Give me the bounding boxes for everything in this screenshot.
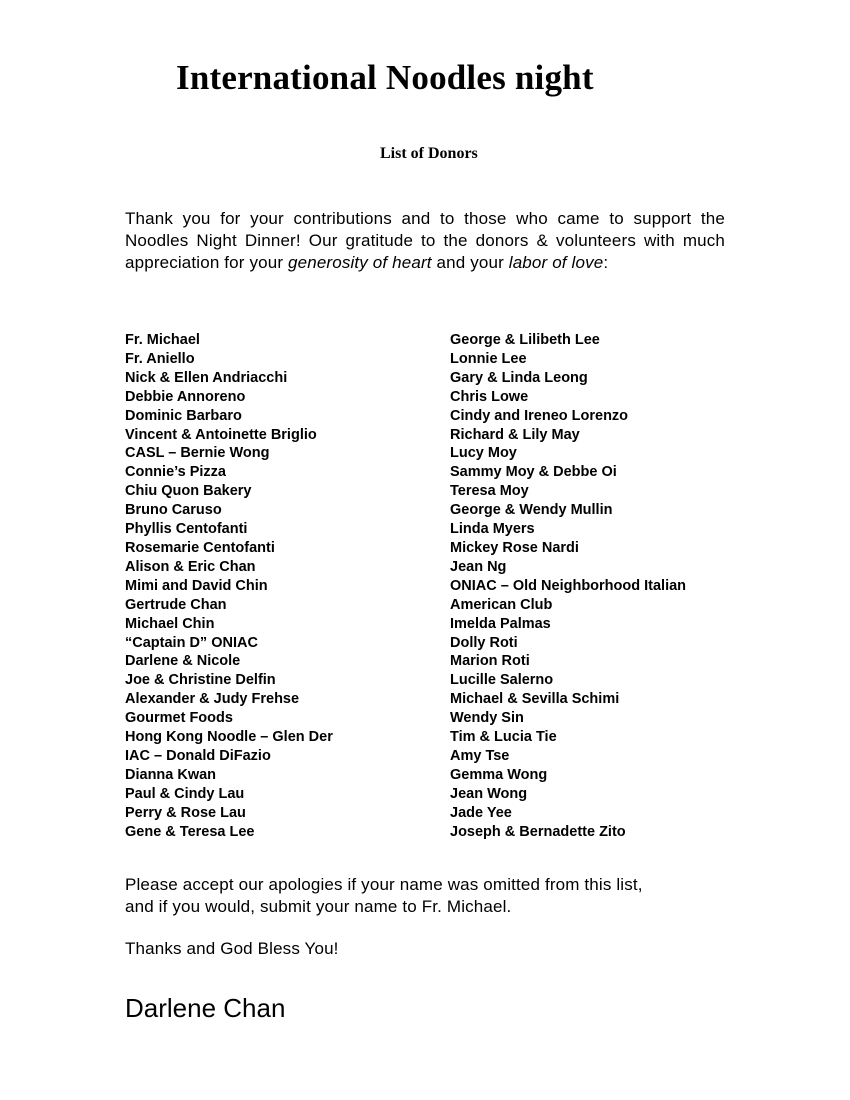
donor-name: Perry & Rose Lau [125, 804, 246, 821]
intro-emphasis-1: generosity of heart [288, 253, 432, 272]
blessing-line: Thanks and God Bless You! [125, 939, 339, 958]
donor-name: Phyllis Centofanti [125, 521, 248, 538]
donor-name: Fr. Aniello [125, 350, 195, 367]
donor-name: “Captain D” ONIAC [125, 634, 258, 651]
donor-name: Jade Yee [450, 804, 512, 821]
donor-name: Fr. Michael [125, 332, 200, 348]
donor-name: Linda Myers [450, 521, 535, 538]
donor-name: Chiu Quon Bakery [125, 483, 252, 500]
donor-name: Imelda Palmas [450, 615, 551, 632]
donor-name: Chris Lowe [450, 388, 529, 405]
donor-name: Jean Ng [450, 558, 507, 575]
donor-name: Lucy Moy [450, 445, 517, 462]
donor-name: Teresa Moy [450, 483, 529, 500]
donor-name: Michael Chin [125, 615, 215, 632]
donor-name: Marion Roti [450, 653, 530, 670]
donor-name: Richard & Lily May [450, 426, 580, 443]
donor-name: Gertrude Chan [125, 596, 227, 613]
donor-name: Gourmet Foods [125, 710, 233, 727]
donor-name: American Club [450, 596, 553, 613]
donor-name: Dolly Roti [450, 634, 518, 651]
donor-name: Joseph & Bernadette Zito [450, 823, 626, 840]
donor-name: Mimi and David Chin [125, 577, 268, 594]
donor-name: George & Lilibeth Lee [450, 332, 600, 348]
donor-name: Bruno Caruso [125, 502, 222, 519]
donor-name: Dominic Barbaro [125, 407, 242, 424]
intro-emphasis-2: labor of love [508, 253, 604, 272]
donor-name: Nick & Ellen Andriacchi [125, 369, 288, 386]
page-subtitle: List of Donors [380, 145, 478, 162]
donor-list-right-column [450, 331, 686, 841]
intro-text-2: and your [431, 253, 509, 272]
donor-name: Joe & Christine Delfin [125, 672, 276, 689]
donor-name: Vincent & Antoinette Briglio [125, 426, 317, 443]
donor-name: Connie’s Pizza [125, 464, 226, 481]
donor-name: CASL – Bernie Wong [125, 445, 270, 462]
donor-name: ONIAC – Old Neighborhood Italian [450, 577, 687, 594]
intro-paragraph [125, 208, 725, 274]
donor-name: Paul & Cindy Lau [125, 785, 245, 802]
donor-name: Lucille Salerno [450, 672, 554, 689]
page-title: International Noodles night [176, 58, 594, 97]
donor-name: George & Wendy Mullin [450, 502, 613, 519]
donor-name: Hong Kong Noodle – Glen Der [125, 729, 333, 746]
donor-name: Wendy Sin [450, 710, 524, 727]
donor-name: Gemma Wong [450, 766, 548, 783]
donor-name: Debbie Annoreno [125, 388, 246, 405]
apology-line-1: Please accept our apologies if your name was omitted from this list, [125, 875, 643, 894]
signature-name: Darlene Chan [125, 993, 286, 1023]
intro-text-1: Thank you for your contributions and to those who came to support the Noodles Night Dinner! Our gratitude to the donors & volunteers with much appreciation for your [125, 209, 725, 272]
apology-note [125, 874, 643, 918]
donor-name: Rosemarie Centofanti [125, 539, 275, 556]
intro-text-3: : [603, 253, 609, 272]
apology-line-2: and if you would, submit your name to Fr. Michael. [125, 897, 512, 916]
donor-name: Gary & Linda Leong [450, 369, 588, 386]
donor-name: Michael & Sevilla Schimi [450, 691, 620, 708]
donor-name: Mickey Rose Nardi [450, 539, 579, 556]
donor-name: Cindy and Ireneo Lorenzo [450, 407, 629, 424]
donor-name: Gene & Teresa Lee [125, 823, 255, 840]
donor-name: Darlene & Nicole [125, 653, 241, 670]
donor-name: Alexander & Judy Frehse [125, 691, 300, 708]
donor-name: Lonnie Lee [450, 350, 527, 367]
donor-name: IAC – Donald DiFazio [125, 747, 271, 764]
donor-name: Jean Wong [450, 785, 528, 802]
donor-name: Tim & Lucia Tie [450, 729, 557, 746]
donor-list-left-column [125, 331, 333, 841]
donor-name: Sammy Moy & Debbe Oi [450, 464, 617, 481]
donor-name: Alison & Eric Chan [125, 558, 256, 575]
donor-name: Dianna Kwan [125, 766, 217, 783]
donor-name: Amy Tse [450, 747, 510, 764]
